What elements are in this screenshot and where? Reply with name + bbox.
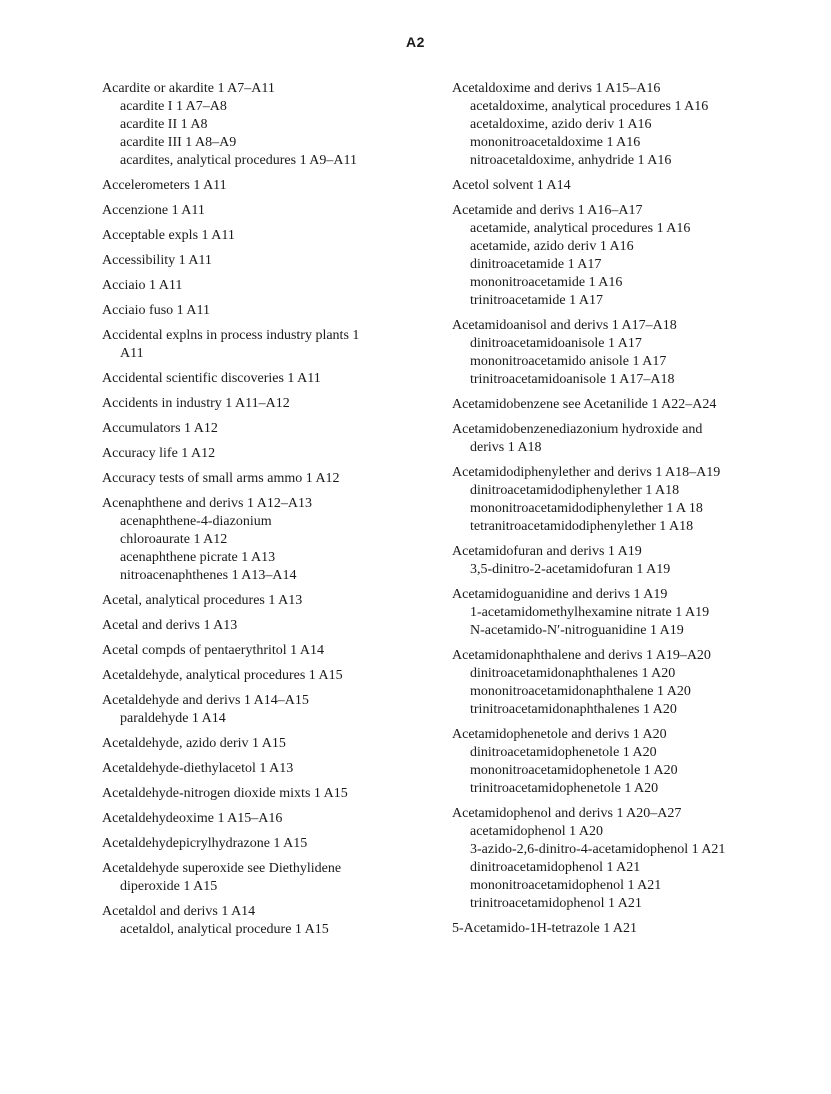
index-heading: Acetaldehydeoxime 1 A15–A16 (102, 811, 283, 826)
index-subentry: dinitroacetamidoanisole 1 A17 (470, 336, 642, 351)
index-entry (102, 592, 402, 610)
index-entry (452, 177, 792, 195)
index-subentry: dinitroacetamidophenol 1 A21 (470, 860, 641, 875)
index-entry (102, 252, 402, 270)
index-entry (102, 495, 402, 585)
index-subentry: diperoxide 1 A15 (120, 879, 218, 894)
index-entry (102, 202, 402, 220)
index-subentry: dinitroacetamide 1 A17 (470, 257, 602, 272)
index-heading: Acceptable expls 1 A11 (102, 228, 235, 243)
index-subentry: trinitroacetamidophenetole 1 A20 (470, 781, 659, 796)
index-subentry: chloroaurate 1 A12 (120, 532, 228, 547)
page-number: A2 (406, 34, 425, 50)
index-subentry: mononitroacetaldoxime 1 A16 (470, 135, 641, 150)
index-entry (102, 835, 402, 853)
index-heading: Acetal and derivs 1 A13 (102, 618, 238, 633)
index-heading: Acetal, analytical procedures 1 A13 (102, 593, 303, 608)
index-subentry: mononitroacetamido anisole 1 A17 (470, 354, 667, 369)
index-subentry: 3-azido-2,6-dinitro-4-acetamidophenol 1 A21 (470, 842, 726, 857)
index-entry (102, 470, 402, 488)
index-subentry: derivs 1 A18 (470, 440, 542, 455)
index-heading: Acetaldehyde-nitrogen dioxide mixts 1 A15 (102, 786, 348, 801)
index-heading: Acardite or akardite 1 A7–A11 (102, 81, 275, 96)
index-entry (102, 395, 402, 413)
index-subentry: paraldehyde 1 A14 (120, 711, 226, 726)
index-column-left (102, 80, 402, 946)
index-entry (102, 617, 402, 635)
index-entry (102, 177, 402, 195)
index-entry (102, 903, 402, 939)
index-subentry: acetamide, azido deriv 1 A16 (470, 239, 634, 254)
index-entry (102, 420, 402, 438)
index-heading: Acenaphthene and derivs 1 A12–A13 (102, 496, 312, 511)
index-heading: Acetamidoanisol and derivs 1 A17–A18 (452, 318, 677, 333)
index-entry (102, 735, 402, 753)
index-entry (102, 785, 402, 803)
index-heading: Acetaldehyde, azido deriv 1 A15 (102, 736, 286, 751)
index-subentry: mononitroacetamidodiphenylether 1 A 18 (470, 501, 703, 516)
index-entry (452, 202, 792, 310)
index-subentry: 3,5-dinitro-2-acetamidofuran 1 A19 (470, 562, 671, 577)
index-entry (102, 277, 402, 295)
index-subentry: nitroacetaldoxime, anhydride 1 A16 (470, 153, 672, 168)
index-heading: Acetamidobenzenediazonium hydroxide and (452, 422, 703, 437)
index-entry (102, 667, 402, 685)
index-subentry: mononitroacetamide 1 A16 (470, 275, 623, 290)
index-heading: Acetamidobenzene see Acetanilide 1 A22–A24 (452, 397, 717, 412)
index-entry (452, 920, 792, 938)
index-entry (102, 370, 402, 388)
index-entry (102, 860, 402, 896)
index-heading: Acetamidonaphthalene and derivs 1 A19–A20 (452, 648, 711, 663)
index-subentry: dinitroacetamidodiphenylether 1 A18 (470, 483, 680, 498)
index-entry (452, 317, 792, 389)
index-heading: Acetaldehyde superoxide see Diethylidene (102, 861, 342, 876)
index-entry (452, 805, 792, 913)
index-entry (102, 227, 402, 245)
index-subentry: mononitroacetamidonaphthalene 1 A20 (470, 684, 691, 699)
index-subentry: trinitroacetamidonaphthalenes 1 A20 (470, 702, 677, 717)
index-entry (452, 396, 792, 414)
index-heading: Accidental scientific discoveries 1 A11 (102, 371, 321, 386)
index-entry (452, 647, 792, 719)
index-subentry: acenaphthene-4-diazonium (120, 514, 272, 529)
index-heading: Acetamidophenetole and derivs 1 A20 (452, 727, 667, 742)
index-heading: Acetaldehyde and derivs 1 A14–A15 (102, 693, 309, 708)
index-heading: Acetamidofuran and derivs 1 A19 (452, 544, 642, 559)
index-heading: Accuracy tests of small arms ammo 1 A12 (102, 471, 340, 486)
index-entry (102, 80, 402, 170)
index-heading: 5-Acetamido-1H-tetrazole 1 A21 (452, 921, 638, 936)
index-heading: Acetamidophenol and derivs 1 A20–A27 (452, 806, 682, 821)
index-subentry: acardite III 1 A8–A9 (120, 135, 237, 150)
index-subentry: acardite I 1 A7–A8 (120, 99, 227, 114)
index-subentry: acetamide, analytical procedures 1 A16 (470, 221, 691, 236)
index-subentry: nitroacenaphthenes 1 A13–A14 (120, 568, 297, 583)
index-subentry: acetaldol, analytical procedure 1 A15 (120, 922, 329, 937)
index-entry (452, 421, 792, 457)
index-subentry: mononitroacetamidophenol 1 A21 (470, 878, 662, 893)
index-heading: Acetaldehyde-diethylacetol 1 A13 (102, 761, 294, 776)
index-heading: Accidents in industry 1 A11–A12 (102, 396, 290, 411)
index-heading: Accumulators 1 A12 (102, 421, 218, 436)
index-subentry: mononitroacetamidophenetole 1 A20 (470, 763, 678, 778)
index-heading: Acetaldol and derivs 1 A14 (102, 904, 256, 919)
index-subentry: acenaphthene picrate 1 A13 (120, 550, 276, 565)
index-heading: Accelerometers 1 A11 (102, 178, 227, 193)
index-heading: Acetaldoxime and derivs 1 A15–A16 (452, 81, 661, 96)
index-subentry: acardite II 1 A8 (120, 117, 208, 132)
index-entry (102, 445, 402, 463)
index-subentry: acetamidophenol 1 A20 (470, 824, 603, 839)
index-subentry: N-acetamido-N′-nitroguanidine 1 A19 (470, 623, 684, 638)
index-column-right (452, 80, 792, 945)
index-heading: Accessibility 1 A11 (102, 253, 212, 268)
index-subentry: trinitroacetamide 1 A17 (470, 293, 603, 308)
index-subentry: acardites, analytical procedures 1 A9–A11 (120, 153, 358, 168)
index-entry (102, 810, 402, 828)
index-subentry: 1-acetamidomethylhexamine nitrate 1 A19 (470, 605, 710, 620)
index-entry (102, 760, 402, 778)
index-subentry: trinitroacetamidophenol 1 A21 (470, 896, 642, 911)
index-heading: Accidental explns in process industry plants 1 (102, 328, 360, 343)
index-heading: Acetamidoguanidine and derivs 1 A19 (452, 587, 668, 602)
index-heading: Acetamide and derivs 1 A16–A17 (452, 203, 643, 218)
index-entry (102, 642, 402, 660)
index-subentry: trinitroacetamidoanisole 1 A17–A18 (470, 372, 675, 387)
index-entry (452, 464, 792, 536)
index-subentry: tetranitroacetamidodiphenylether 1 A18 (470, 519, 694, 534)
index-entry (452, 586, 792, 640)
index-subentry: acetaldoxime, analytical procedures 1 A16 (470, 99, 709, 114)
index-subentry: dinitroacetamidophenetole 1 A20 (470, 745, 657, 760)
index-entry (102, 302, 402, 320)
index-heading: Acetamidodiphenylether and derivs 1 A18–A19 (452, 465, 721, 480)
index-entry (452, 726, 792, 798)
index-heading: Acetol solvent 1 A14 (452, 178, 571, 193)
index-heading: Acciaio fuso 1 A11 (102, 303, 210, 318)
index-heading: Acetaldehyde, analytical procedures 1 A15 (102, 668, 343, 683)
index-subentry: dinitroacetamidonaphthalenes 1 A20 (470, 666, 676, 681)
index-heading: Acciaio 1 A11 (102, 278, 183, 293)
index-heading: Accuracy life 1 A12 (102, 446, 216, 461)
index-entry (102, 692, 402, 728)
index-entry (102, 327, 402, 363)
index-heading: Accenzione 1 A11 (102, 203, 205, 218)
index-subentry: acetaldoxime, azido deriv 1 A16 (470, 117, 652, 132)
index-entry (452, 543, 792, 579)
index-entry (452, 80, 792, 170)
index-heading: Acetaldehydepicrylhydrazone 1 A15 (102, 836, 308, 851)
index-heading: Acetal compds of pentaerythritol 1 A14 (102, 643, 324, 658)
index-subentry: A11 (120, 346, 144, 361)
